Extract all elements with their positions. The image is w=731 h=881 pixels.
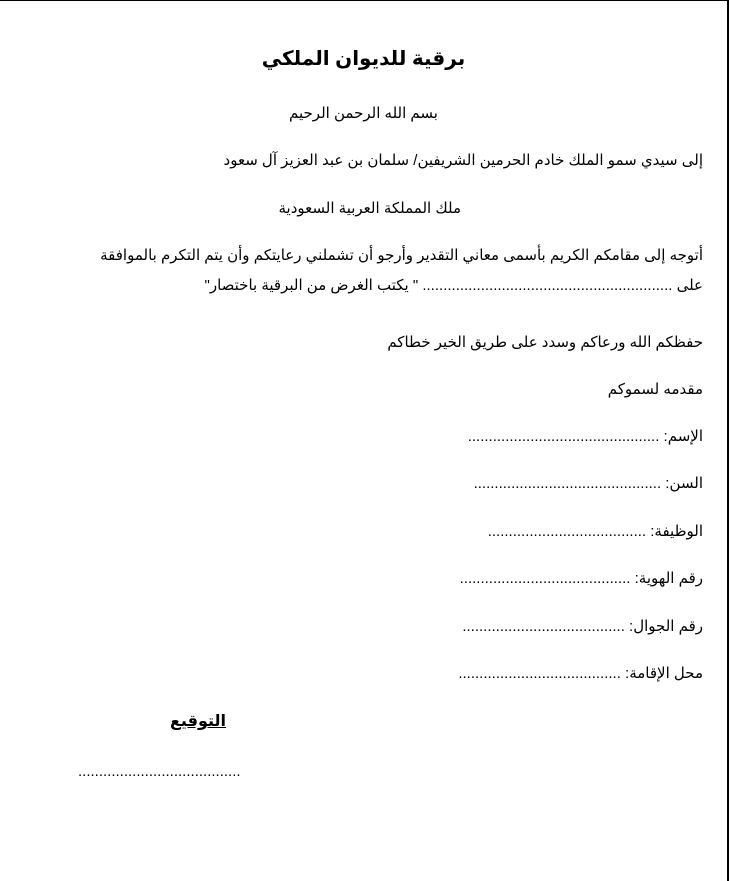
id-number-field: رقم الهوية: ......................................... xyxy=(459,570,703,587)
document-title: برقية للديوان الملكي xyxy=(261,48,466,70)
name-field: الإسم: .............................................. xyxy=(467,428,703,445)
basmala: بسم الله الرحمن الرحيم xyxy=(289,105,438,122)
signature-label: التوقيع xyxy=(170,713,226,730)
age-field: السن: ............................................. xyxy=(473,475,703,492)
mobile-field: رقم الجوال: ....................................... xyxy=(462,618,703,635)
addressee-line: إلى سيدي سمو الملك خادم الحرمين الشريفين/ سلمان بن عبد العزيز آل سعود xyxy=(223,152,703,169)
job-field: الوظيفة: ...................................... xyxy=(487,523,703,540)
request-line-1: أتوجه إلى مقامكم الكريم بأسمى معاني التقدير وأرجو أن تشملني رعايتكم وأن يتم التكرم بالموافقة xyxy=(100,247,703,264)
closing-line: حفظكم الله ورعاكم وسدد على طريق الخير خطاكم xyxy=(387,334,703,351)
request-paragraph xyxy=(51,241,703,301)
signature-line: ....................................... xyxy=(78,763,241,780)
king-title-line: ملك المملكة العربية السعودية xyxy=(278,200,461,217)
residence-field: محل الإقامة: ....................................... xyxy=(458,665,703,682)
request-line-2: على ............................................................ " يكتب الغرض من البرقية باختصار" xyxy=(204,277,703,294)
submitted-by-line: مقدمه لسموكم xyxy=(607,381,703,398)
